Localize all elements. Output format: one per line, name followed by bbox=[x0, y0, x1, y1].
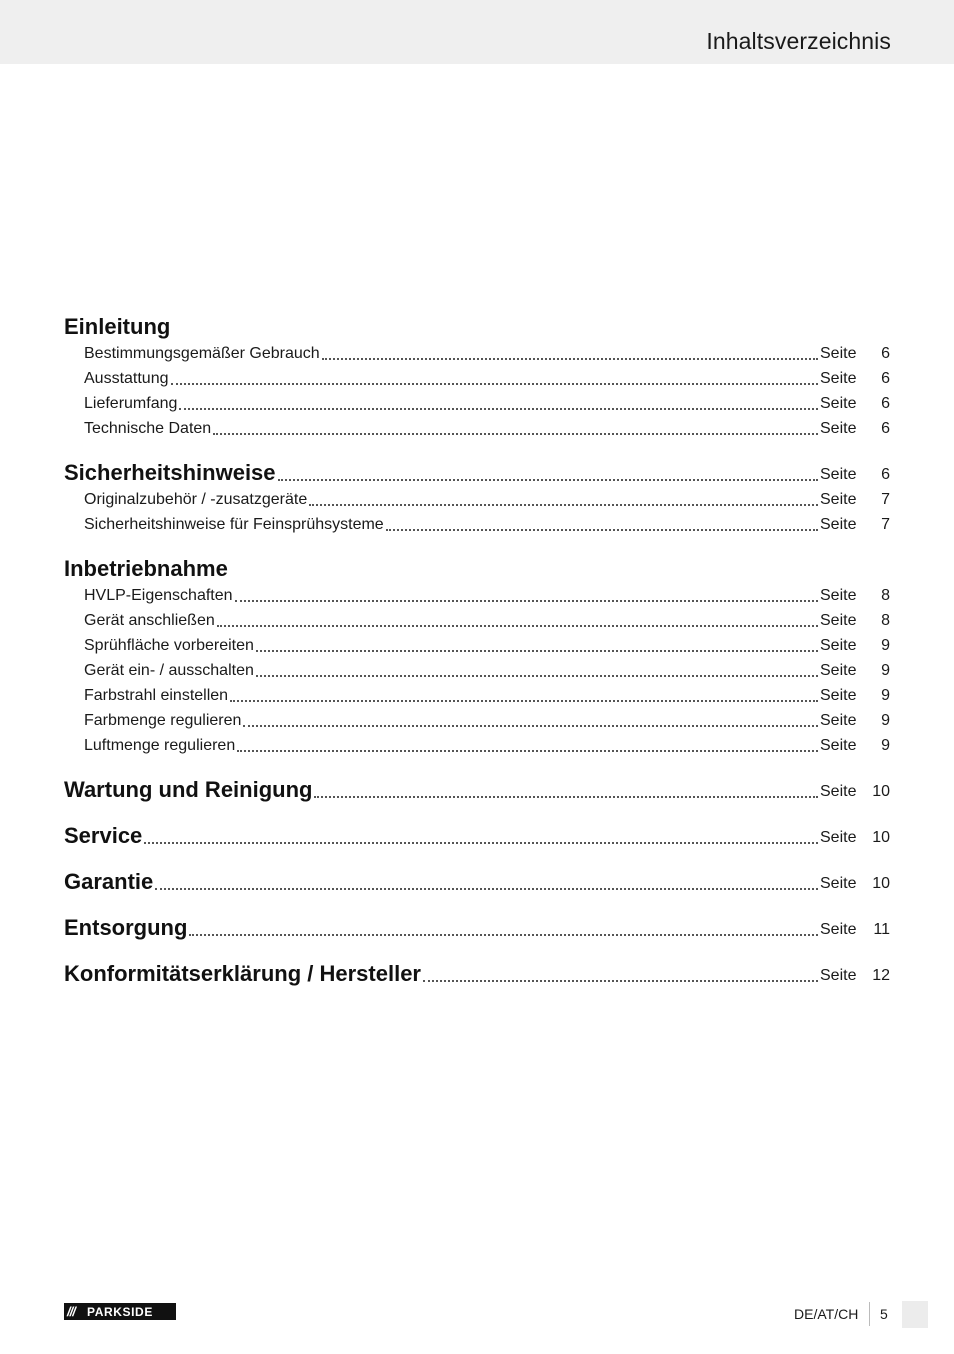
toc-item[interactable] bbox=[64, 485, 890, 510]
toc-item-label: Bestimmungsgemäßer Gebrauch bbox=[84, 345, 320, 362]
dot-leader bbox=[256, 675, 818, 677]
toc-item[interactable] bbox=[64, 364, 890, 389]
seite-label: Seite bbox=[820, 712, 857, 729]
footer-region: DE/AT/CH bbox=[794, 1306, 859, 1322]
toc-section bbox=[64, 863, 890, 894]
dot-leader bbox=[189, 934, 818, 936]
page-number: 10 bbox=[872, 783, 890, 800]
toc-heading: Einleitung bbox=[64, 314, 171, 339]
toc-heading-row[interactable] bbox=[64, 454, 890, 485]
footer-marker-box bbox=[902, 1301, 928, 1328]
toc-heading: Service bbox=[64, 823, 143, 848]
dot-leader bbox=[256, 650, 818, 652]
dot-leader bbox=[386, 529, 818, 531]
seite-label: Seite bbox=[820, 921, 857, 938]
footer-page-number: 5 bbox=[880, 1306, 888, 1322]
seite-label: Seite bbox=[820, 687, 857, 704]
page-number: 6 bbox=[881, 370, 890, 387]
page-number: 12 bbox=[872, 967, 890, 984]
dot-leader bbox=[230, 700, 818, 702]
page-number: 9 bbox=[881, 712, 890, 729]
seite-label: Seite bbox=[820, 516, 857, 533]
toc-item-label: Gerät anschließen bbox=[84, 612, 215, 629]
toc-item-label: Originalzubehör / -zusatzgeräte bbox=[84, 491, 308, 508]
toc-item-label: Sprühfläche vorbereiten bbox=[84, 637, 254, 654]
toc-section bbox=[64, 771, 890, 802]
toc-heading-row[interactable] bbox=[64, 308, 890, 339]
page-number: 7 bbox=[881, 491, 890, 508]
toc-item-label: Technische Daten bbox=[84, 420, 212, 437]
toc-section bbox=[64, 550, 890, 756]
toc-item[interactable] bbox=[64, 681, 890, 706]
dot-leader bbox=[171, 383, 819, 385]
toc-heading: Konformitätserklärung / Hersteller bbox=[64, 961, 421, 986]
page-number: 6 bbox=[881, 395, 890, 412]
toc-item[interactable] bbox=[64, 731, 890, 756]
toc-item[interactable] bbox=[64, 414, 890, 439]
dot-leader bbox=[314, 796, 818, 798]
page-number: 9 bbox=[881, 687, 890, 704]
table-of-contents bbox=[64, 308, 890, 1001]
page-number: 8 bbox=[881, 612, 890, 629]
page-number: 9 bbox=[881, 662, 890, 679]
seite-label: Seite bbox=[820, 345, 857, 362]
toc-item-label: Farbstrahl einstellen bbox=[84, 687, 229, 704]
toc-item-label: HVLP-Eigenschaften bbox=[84, 587, 233, 604]
page-number: 9 bbox=[881, 737, 890, 754]
dot-leader bbox=[235, 600, 818, 602]
page-number: 10 bbox=[872, 875, 890, 892]
page-number: 9 bbox=[881, 637, 890, 654]
toc-item-label: Gerät ein- / ausschalten bbox=[84, 662, 254, 679]
toc-section bbox=[64, 909, 890, 940]
page-title: Inhaltsverzeichnis bbox=[706, 28, 891, 54]
toc-item-label: Lieferumfang bbox=[84, 395, 178, 412]
seite-label: Seite bbox=[820, 662, 857, 679]
dot-leader bbox=[179, 408, 818, 410]
toc-heading: Wartung und Reinigung bbox=[64, 777, 313, 802]
dot-leader bbox=[322, 358, 818, 360]
seite-label: Seite bbox=[820, 370, 857, 387]
toc-item[interactable] bbox=[64, 656, 890, 681]
toc-section bbox=[64, 817, 890, 848]
footer-divider bbox=[869, 1302, 870, 1326]
seite-label: Seite bbox=[820, 637, 857, 654]
seite-label: Seite bbox=[820, 420, 857, 437]
dot-leader bbox=[237, 750, 818, 752]
toc-item-label: Luftmenge regulieren bbox=[84, 737, 236, 754]
page-number: 7 bbox=[881, 516, 890, 533]
dot-leader bbox=[144, 842, 818, 844]
toc-heading-row[interactable] bbox=[64, 909, 890, 940]
toc-item[interactable] bbox=[64, 631, 890, 656]
toc-heading: Garantie bbox=[64, 869, 154, 894]
seite-label: Seite bbox=[820, 612, 857, 629]
page-number: 8 bbox=[881, 587, 890, 604]
seite-label: Seite bbox=[820, 967, 857, 984]
toc-heading: Inbetriebnahme bbox=[64, 556, 228, 581]
toc-item-label: Ausstattung bbox=[84, 370, 169, 387]
toc-heading-row[interactable] bbox=[64, 817, 890, 848]
seite-label: Seite bbox=[820, 875, 857, 892]
dot-leader bbox=[243, 725, 818, 727]
toc-item-label: Farbmenge regulieren bbox=[84, 712, 242, 729]
seite-label: Seite bbox=[820, 829, 857, 846]
toc-section bbox=[64, 955, 890, 986]
toc-item[interactable] bbox=[64, 339, 890, 364]
page-number: 6 bbox=[881, 420, 890, 437]
toc-item[interactable] bbox=[64, 389, 890, 414]
toc-heading-row[interactable] bbox=[64, 863, 890, 894]
toc-heading-row[interactable] bbox=[64, 550, 890, 581]
toc-section bbox=[64, 308, 890, 439]
seite-label: Seite bbox=[820, 466, 857, 483]
dot-leader bbox=[213, 433, 818, 435]
toc-item[interactable] bbox=[64, 510, 890, 535]
toc-item[interactable] bbox=[64, 706, 890, 731]
seite-label: Seite bbox=[820, 395, 857, 412]
toc-item[interactable] bbox=[64, 581, 890, 606]
page-number: 11 bbox=[873, 921, 890, 938]
seite-label: Seite bbox=[820, 587, 857, 604]
dot-leader bbox=[217, 625, 818, 627]
toc-heading-row[interactable] bbox=[64, 771, 890, 802]
seite-label: Seite bbox=[820, 783, 857, 800]
seite-label: Seite bbox=[820, 737, 857, 754]
page-number: 6 bbox=[881, 466, 890, 483]
toc-section bbox=[64, 454, 890, 535]
toc-item[interactable] bbox=[64, 606, 890, 631]
logo-mark: /// bbox=[67, 1304, 75, 1319]
page-number: 10 bbox=[872, 829, 890, 846]
dot-leader bbox=[278, 479, 818, 481]
toc-item-label: Sicherheitshinweise für Feinsprühsysteme bbox=[84, 516, 384, 533]
dot-leader bbox=[155, 888, 818, 890]
page-number: 6 bbox=[881, 345, 890, 362]
toc-heading: Entsorgung bbox=[64, 915, 188, 940]
parkside-logo bbox=[64, 1303, 176, 1320]
toc-heading: Sicherheitshinweise bbox=[64, 460, 276, 485]
seite-label: Seite bbox=[820, 491, 857, 508]
dot-leader bbox=[309, 504, 818, 506]
dot-leader bbox=[423, 980, 818, 982]
toc-heading-row[interactable] bbox=[64, 955, 890, 986]
logo-text: PARKSIDE bbox=[87, 1304, 153, 1319]
